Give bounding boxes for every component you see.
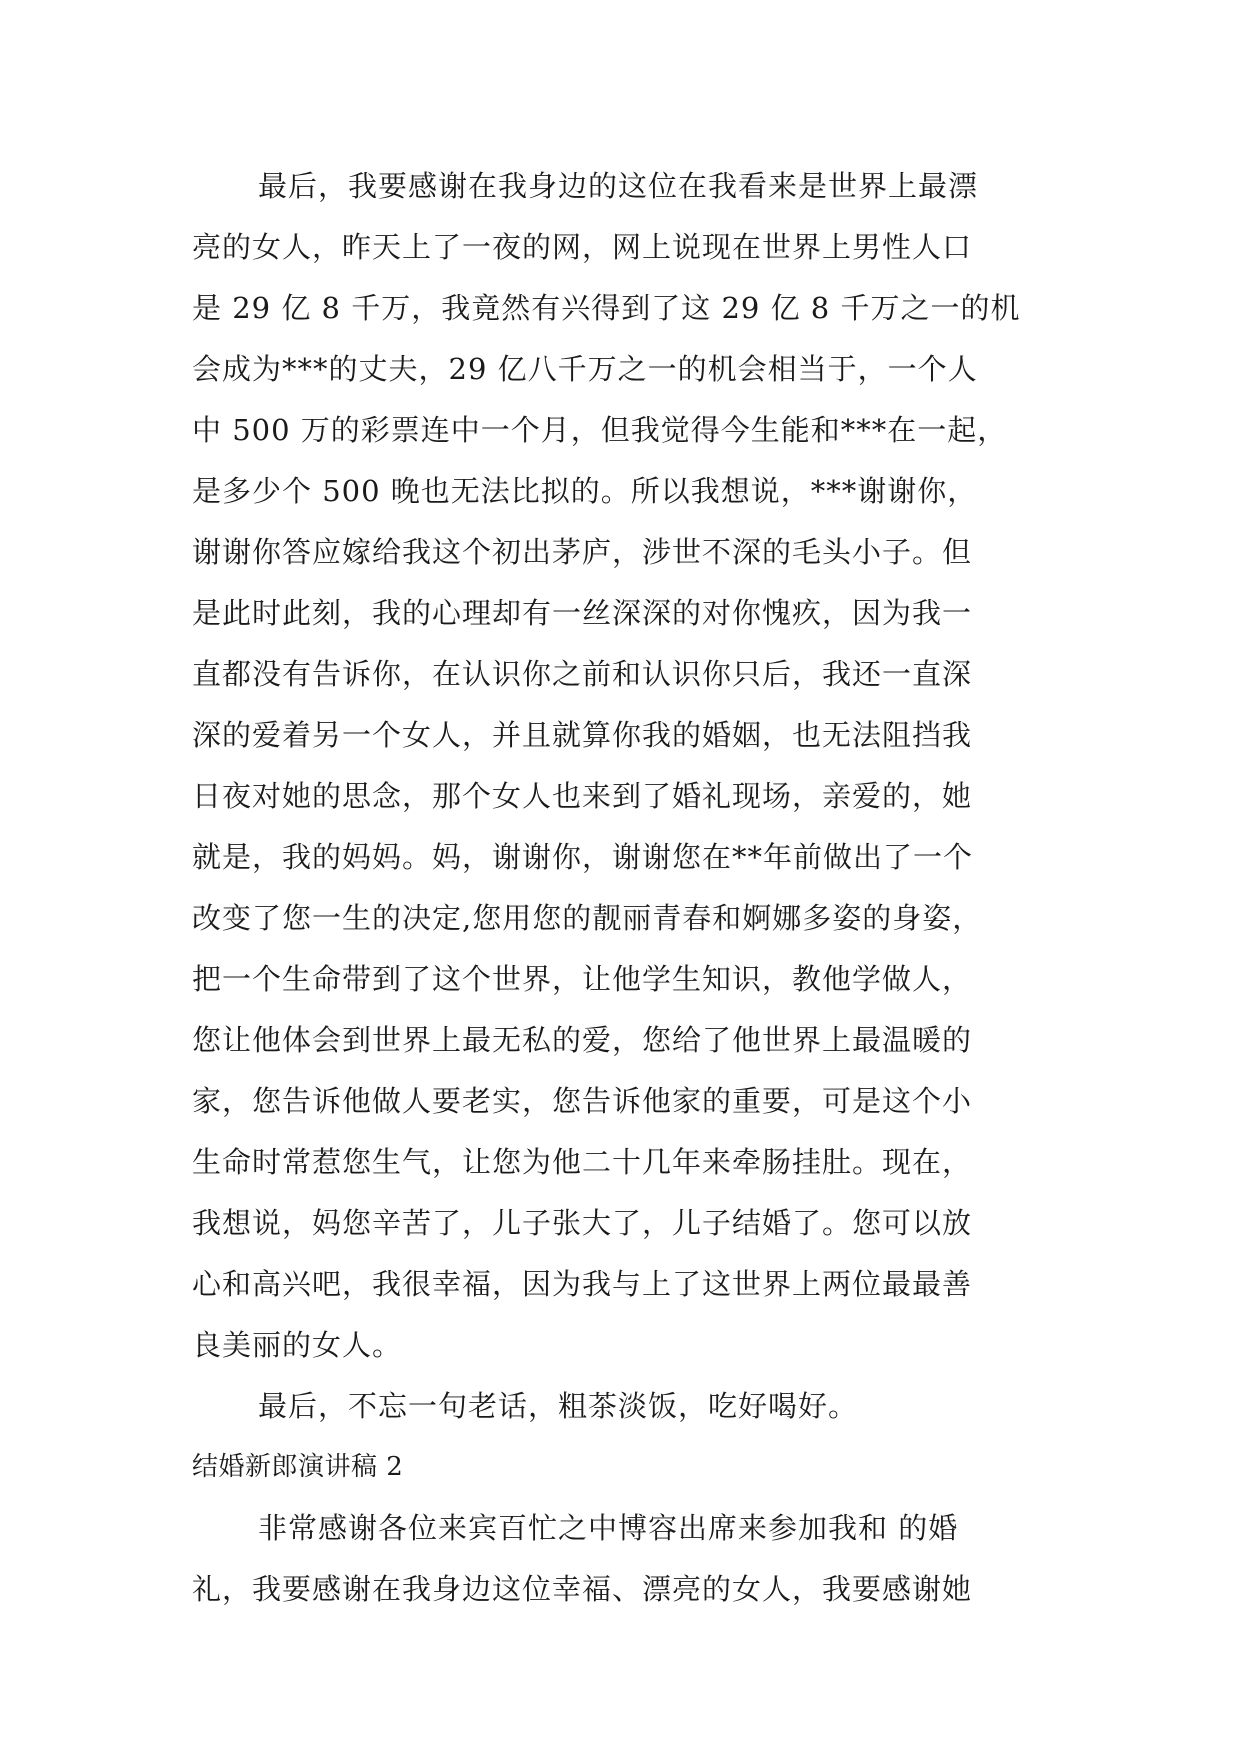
paragraph-line: 改变了您一生的决定,您用您的靓丽青春和婀娜多姿的身姿， bbox=[192, 901, 983, 935]
section-heading: 结婚新郎演讲稿 2 bbox=[192, 1452, 404, 1482]
paragraph-line: 是此时此刻，我的心理却有一丝深深的对你愧疚，因为我一 bbox=[192, 596, 973, 630]
paragraph-line: 良美丽的女人。 bbox=[192, 1328, 403, 1362]
paragraph-line: 心和高兴吧，我很幸福，因为我与上了这世界上两位最最善 bbox=[192, 1267, 973, 1301]
paragraph-line: 就是，我的妈妈。妈，谢谢你，谢谢您在**年前做出了一个 bbox=[192, 840, 974, 874]
paragraph-line: 最后，我要感谢在我身边的这位在我看来是世界上最漂 bbox=[258, 169, 979, 203]
paragraph-line: 礼，我要感谢在我身边这位幸福、漂亮的女人，我要感谢她 bbox=[192, 1572, 973, 1606]
paragraph-line: 您让他体会到世界上最无私的爱，您给了他世界上最温暖的 bbox=[192, 1023, 973, 1057]
paragraph-line: 是多少个 500 晚也无法比拟的。所以我想说，***谢谢你， bbox=[192, 474, 978, 508]
paragraph-line: 谢谢你答应嫁给我这个初出茅庐，涉世不深的毛头小子。但 bbox=[192, 535, 973, 569]
paragraph-line: 会成为***的丈夫，29 亿八千万之一的机会相当于，一个人 bbox=[192, 352, 978, 386]
paragraph-line: 是 29 亿 8 千万，我竟然有兴得到了这 29 亿 8 千万之一的机 bbox=[192, 291, 1021, 325]
paragraph-line: 直都没有告诉你，在认识你之前和认识你只后，我还一直深 bbox=[192, 657, 973, 691]
paragraph-line: 我想说，妈您辛苦了，儿子张大了，儿子结婚了。您可以放 bbox=[192, 1206, 973, 1240]
paragraph-line: 深的爱着另一个女人，并且就算你我的婚姻，也无法阻挡我 bbox=[192, 718, 973, 752]
paragraph-line: 亮的女人，昨天上了一夜的网，网上说现在世界上男性人口 bbox=[192, 230, 973, 264]
paragraph-line: 最后，不忘一句老话，粗茶淡饭，吃好喝好。 bbox=[258, 1389, 859, 1423]
paragraph-line: 非常感谢各位来宾百忙之中博容出席来参加我和 的婚 bbox=[258, 1511, 959, 1545]
paragraph-line: 家，您告诉他做人要老实，您告诉他家的重要，可是这个小 bbox=[192, 1084, 973, 1118]
paragraph-line: 日夜对她的思念，那个女人也来到了婚礼现场，亲爱的，她 bbox=[192, 779, 973, 813]
paragraph-line: 中 500 万的彩票连中一个月，但我觉得今生能和***在一起， bbox=[192, 413, 1008, 447]
paragraph-line: 生命时常惹您生气，让您为他二十几年来牵肠挂肚。现在， bbox=[192, 1145, 973, 1179]
paragraph-line: 把一个生命带到了这个世界，让他学生知识，教他学做人， bbox=[192, 962, 973, 996]
